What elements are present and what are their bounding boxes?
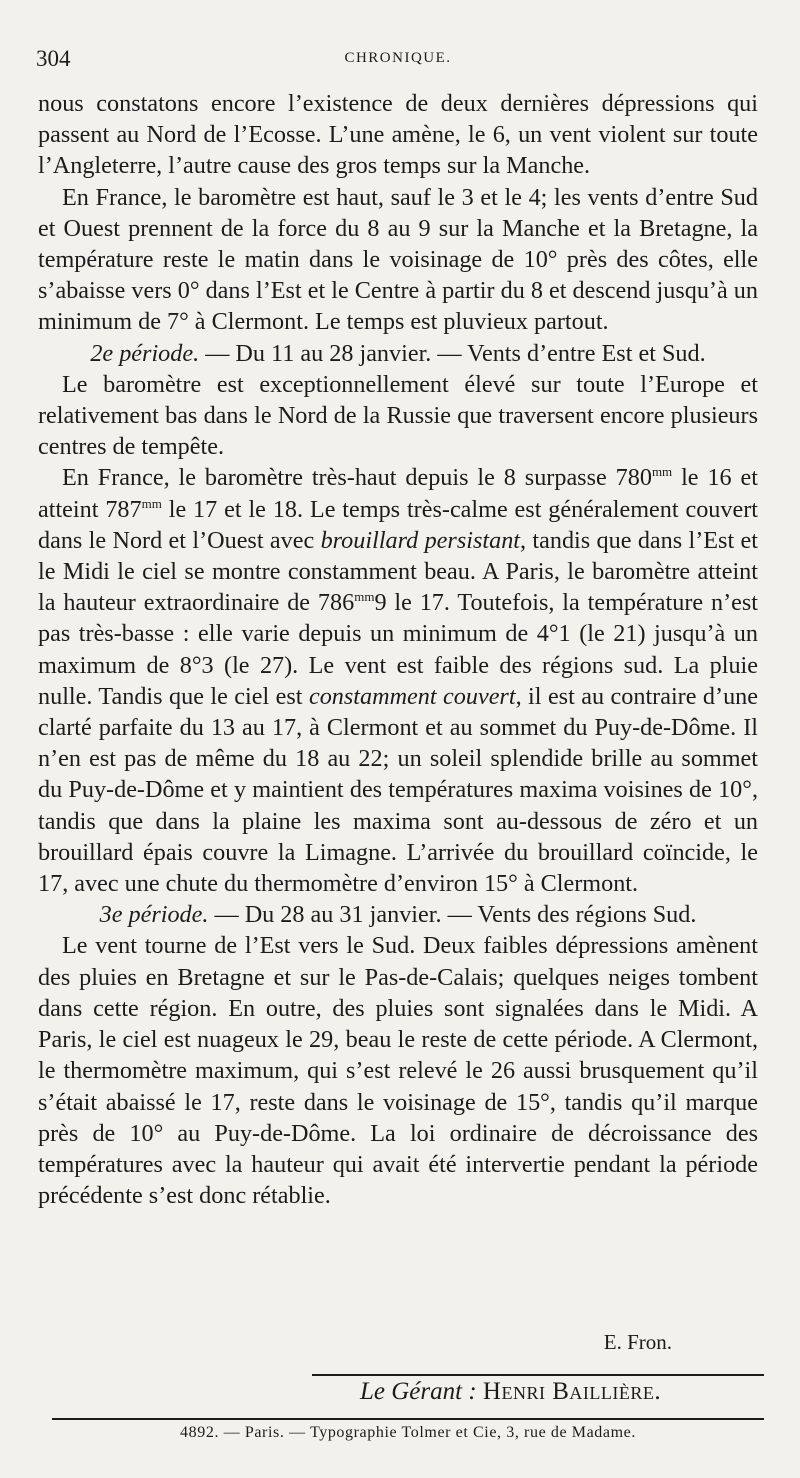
gerant-line	[360, 1378, 760, 1406]
period-dates-3: — Du 28 au 31 janvier. — Vents des régions Sud.	[208, 901, 697, 929]
period-heading-3	[38, 899, 758, 930]
author-signature: E. Fron.	[603, 1330, 672, 1354]
article-body	[38, 88, 758, 1211]
period-label-2: 2e période.	[90, 339, 200, 367]
running-head	[36, 46, 760, 76]
period-dates-2: — Du 11 au 28 janvier. — Vents d’entre Est et Sud.	[199, 339, 706, 367]
period-label-3: 3e période.	[99, 901, 209, 929]
page-number: 304	[36, 46, 71, 71]
paragraph-europe-barometer: Le baromètre est exceptionnellement élevé sur toute l’Europe et relativement bas dans le Nord de la Russie que traversent encore plusieurs centres de tempête.	[38, 370, 758, 461]
divider-short	[312, 1374, 764, 1376]
paragraph-continuation: nous constatons encore l’existence de deux dernières dépressions qui passent au Nord de l’Ecosse. L’une amène, le 6, un vent violent sur toute l’Angleterre, l’autre cause des gros temps sur la Manche.	[38, 90, 758, 180]
paragraph-third-period: Le vent tourne de l’Est vers le Sud. Deux faibles dépressions amènent des pluies en Bretagne et sur le Pas-de-Calais; quelques neiges tombent dans cette région. En outre, des pluies sont signalées dans le Midi. A Paris, le ciel est nuageux le 29, beau le reste de cette période. A Clermont, le thermomètre maximum, qui s’est relevé le 26 aussi brusquement qu’il s’était abaissé le 17, reste dans le voisinage de 15°, tandis qu’il marque près de 10° au Puy-de-Dôme. La loi ordinaire de décroissance des températures avec la hauteur qui avait été intervertie pendant la période précédente s’est donc rétablie.	[38, 932, 758, 1210]
gerant-label: Le Gérant :	[360, 1378, 477, 1405]
printer-imprint: 4892. — Paris. — Typographie Tolmer et Cie, 3, rue de Madame.	[180, 1424, 636, 1441]
paragraph-france-first-period: En France, le baromètre est haut, sauf le 3 et le 4; les vents d’entre Sud et Ouest prennent de la force du 8 au 9 sur la Manche et la Bretagne, la température reste le matin dans le voisinage de 10° près des côtes, elle s’abaisse vers 0° dans l’Est et le Centre à partir du 8 et descend jusqu’à un minimum de 7° à Clermont. Le temps est pluvieux partout.	[38, 183, 758, 336]
running-title: CHRONIQUE.	[344, 50, 452, 66]
gerant-name: Henri Baillière.	[482, 1378, 662, 1405]
period-heading-2	[38, 338, 758, 369]
divider-long	[52, 1418, 764, 1420]
paragraph-france-second-period: En France, le baromètre très-haut depuis le 8 surpasse $780^{mm}$ le 16 et atteint $787^{mm}$ le 17 et le 18. Le temps très-calme est généralement couvert dans le Nord et l’Ouest avec brouillard persistant, tandis que dans l’Est et le Midi le ciel se montre constamment beau. A Paris, le baromètre atteint la hauteur extraordinaire de $786^{mm}9$ le 17. Toutefois, la température n’est pas très-basse : elle varie depuis un minimum de 4°1 (le 21) jusqu’à un maximum de 8°3 (le 27). Le vent est faible des régions sud. La pluie nulle. Tandis que le ciel est constamment couvert, il est au contraire d’une clarté parfaite du 13 au 17, à Clermont et au sommet du Puy-de-Dôme. Il n’en est pas de même du 18 au 22; un soleil splendide brille au sommet du Puy-de-Dôme et y maintient des températures maxima voisines de 10°, tandis que dans la plaine les maxima sont au-dessous de zéro et un brouillard épais couvre la Limagne. L’arrivée du brouillard coïncide, le 17, avec une chute du thermomètre d’environ 15° à Clermont.	[38, 464, 758, 898]
